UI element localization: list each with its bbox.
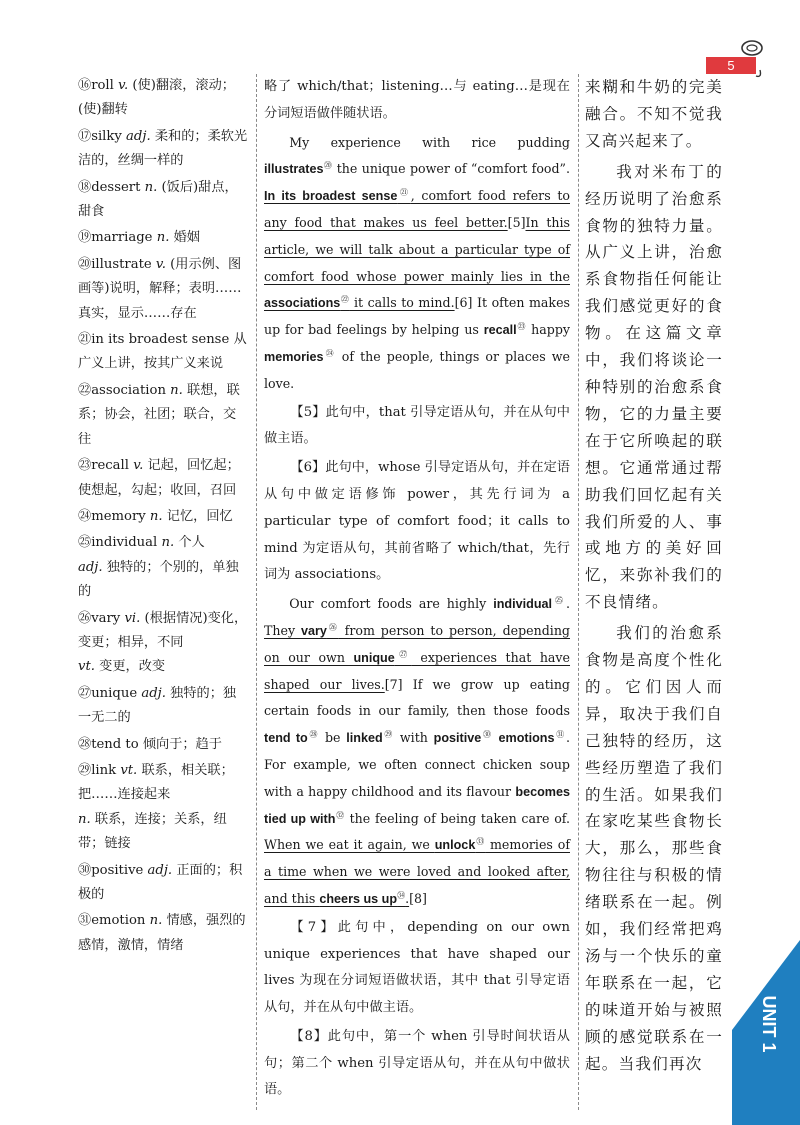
paragraph: My experience with rice pudding illustrates⑳ the unique power of “comfort food”. In its broadest sense$^㉑$, comfort food refers to any food that makes us feel better.[5]In this article, we will talk about a particular type of comfort food whose power mainly lies in the associations$^㉒$ it calls to mind.[6] It often makes up for bad feelings by helping us recall$^㉓$ happy memories$^㉔$ of the people, things or places we love. [264, 134, 571, 391]
vocab-word: recall [91, 458, 129, 474]
vocab-entry [78, 505, 248, 529]
part-of-speech: n. [149, 508, 163, 524]
definition-line [78, 655, 248, 679]
vocab-entry [78, 682, 248, 731]
part-of-speech: v. [155, 256, 166, 272]
definition: (根据情况)变化，变更；相异，不同 [78, 610, 248, 650]
keyword: linked [346, 731, 383, 746]
definition: 婚姻 [173, 230, 200, 246]
definition: 联系，相关联；把……连接起来 [78, 762, 234, 803]
entry-number: ⑱ [78, 179, 92, 195]
vocab-word: in its broadest sense [91, 332, 230, 348]
vocab-entry [78, 328, 248, 377]
definition: 记忆，回忆 [166, 508, 233, 524]
keyword: associations [264, 296, 341, 311]
definition: 记起，回忆起；使想起，勾起；收回，召回 [78, 458, 240, 498]
keyword: In its broadest sense [264, 189, 398, 204]
vocab-word: memory [91, 508, 146, 524]
grammar-note: 【5】此句中，that 引导定语从句，并在从句中做主语。 [264, 404, 570, 447]
translation-paragraph: 我对米布丁的经历说明了治愈系食物的独特力量。从广义上讲，治愈系食物指任何能让我们感觉更好的食物。在这篇文章中，我们将谈论一种特别的治愈系食物，它的力量主要在于它所唤起的联想。它通常通过帮助我们回忆起有关我们所爱的人、事或地方的美好回忆，来弥补我们的不良情绪。 [585, 162, 723, 612]
part-of-speech: v. [133, 458, 144, 474]
vocab-word: illustrate [91, 256, 152, 272]
vocab-entry [78, 909, 248, 958]
vocab-word: tend to [91, 736, 139, 752]
note-marker: [5] [507, 214, 526, 230]
vocab-word: link [91, 762, 117, 778]
vocab-entry [78, 226, 248, 250]
definition: 联系，连接；关系，纽带；链接 [78, 811, 227, 852]
translation-column [585, 74, 723, 1082]
entry-number: ⑯ [78, 78, 92, 93]
vocab-entry [78, 74, 248, 123]
keyword: positive [433, 731, 482, 746]
definition: 独特的；个别的，单独的 [78, 559, 239, 600]
definition: (使)翻滚，滚动；(使)翻转 [78, 78, 235, 118]
vocab-word: roll [91, 78, 114, 93]
entry-number: ⑳ [78, 256, 92, 272]
vocab-entry [78, 176, 248, 225]
grammar-note: 【8】此句中，第一个 when 引导时间状语从句；第二个 when 引导定语从句，并在从句中做状语。 [264, 1028, 570, 1098]
keyword: unique [353, 650, 395, 665]
definition: 从广义上讲，按其广义来说 [78, 332, 247, 372]
vocab-word: marriage [91, 230, 153, 246]
vocab-word: individual [91, 535, 158, 551]
column-divider [256, 74, 257, 1110]
entry-number: ㉙ [78, 762, 92, 778]
part-of-speech: n. [149, 913, 163, 929]
entry-number: ㉛ [78, 913, 92, 929]
grammar-note: 【6】此句中，whose 引导定语从句，并在定语从句中做定语修饰 power，其先行词为 a particular type of comfort food；it calls to mind 为定语从句，其前省略了 which/that，先行词为 associations。 [264, 460, 570, 583]
note-marker: [7] [384, 676, 403, 692]
ribbon-icon [738, 36, 768, 86]
vocab-word: association [91, 382, 166, 398]
part-of-speech: n. [144, 179, 158, 195]
part-of-speech: n. [161, 535, 175, 551]
vocab-entry [78, 454, 248, 503]
part-of-speech: adj. [78, 559, 103, 575]
entry-number: ⑲ [78, 230, 92, 246]
entry-number: ㉗ [78, 685, 92, 701]
vocab-entry [78, 253, 248, 326]
unit-label: UNIT 1 [759, 995, 779, 1053]
grammar-note: 略了 which/that；listening…与 eating…是现在分词短语做伴随状语。 [264, 79, 570, 121]
vocab-entry [78, 531, 248, 604]
vocab-entry [78, 379, 248, 452]
entry-number: ㉓ [78, 458, 92, 474]
paragraph: Our comfort foods are highly individual$^㉕$. They vary$^㉖$ from person to person, depending on our own unique$^㉗$ experiences that have shaped our lives.[7] If we grow up eating certain foods in our family, then those foods tend to$^㉘$ be linked$^㉙$ with positive$^㉚$ emotions$^㉛$. For example, we often connect chicken soup with a happy childhood and its flavour becomes tied up with$^㉜$ the feeling of being taken care of. When we eat it again, we unlock$^㉝$ memories of a time when we were loved and looked after, and this cheers us up$^㉞$.[8] [264, 595, 571, 906]
part-of-speech: vt. [120, 762, 138, 778]
vocab-word: positive [91, 862, 144, 878]
definition: 变更，改变 [99, 659, 166, 675]
vocabulary-list [78, 74, 248, 960]
part-of-speech: adj. [126, 128, 151, 144]
definition-line [78, 556, 248, 605]
definition: (用示例、图画等)说明，解释；表明……真实，显示……存在 [78, 256, 242, 321]
part-of-speech: n. [78, 811, 91, 827]
part-of-speech: adj. [141, 685, 166, 701]
keyword: individual [493, 597, 553, 612]
vocab-word: emotion [91, 913, 146, 929]
vocab-entry [78, 607, 248, 680]
keyword: tend to [264, 731, 308, 746]
part-of-speech: n. [170, 382, 183, 398]
part-of-speech: v. [118, 78, 129, 93]
column-divider [578, 74, 579, 1110]
entry-number: ⑰ [78, 128, 92, 144]
main-text-column [264, 74, 570, 1106]
part-of-speech: vt. [78, 659, 95, 675]
vocab-word: vary [91, 610, 121, 626]
definition: 联想，联系；协会，社团；联合，交往 [78, 382, 240, 447]
part-of-speech: n. [156, 230, 170, 246]
definition: 个人 [178, 535, 205, 551]
vocab-entry [78, 759, 248, 857]
part-of-speech: vi. [124, 610, 141, 626]
keyword: cheers us up [319, 891, 398, 906]
entry-number: ㉔ [78, 508, 92, 524]
note-marker: [8] [409, 890, 427, 906]
entry-number: ㉚ [78, 862, 92, 878]
definition: 正面的；积极的 [78, 862, 243, 902]
page-number: 5 [727, 58, 735, 73]
keyword: illustrates [264, 162, 324, 177]
entry-number: ㉖ [78, 610, 92, 626]
keyword: vary [301, 623, 327, 638]
definition: 情感，强烈的感情，激情，情绪 [78, 913, 246, 953]
vocab-entry [78, 125, 248, 174]
part-of-speech: adj. [147, 862, 173, 878]
definition: (饭后)甜点，甜食 [78, 179, 238, 220]
entry-number: ㉘ [78, 736, 92, 752]
vocab-entry [78, 733, 248, 757]
definition-line [78, 808, 248, 857]
keyword: unlock [434, 838, 476, 853]
keyword: becomes tied up with [264, 784, 570, 826]
vocab-entry [78, 859, 248, 908]
vocab-word: dessert [91, 179, 141, 195]
keyword: recall [483, 323, 517, 338]
definition: 柔和的；柔软光洁的，丝绸一样的 [78, 128, 248, 169]
keyword: memories [264, 349, 324, 364]
entry-number: ㉑ [78, 332, 92, 348]
translation-paragraph: 我们的治愈系食物是高度个性化的。它们因人而异，取决于我们自己独特的经历，这些经历塑造了我们的生活。如果我们在家吃某些食物长大，那么，那些食物往往与积极的情绪联系在一起。例如，我们经常把鸡汤与一个快乐的童年联系在一起，它的味道开始与被照顾的感觉联系在一起。当我们再次 [585, 624, 723, 1073]
vocab-word: unique [91, 685, 138, 701]
entry-number: ㉒ [78, 382, 92, 398]
note-marker: [6] [454, 295, 473, 311]
grammar-note: 【7】此句中，depending on our own unique experiences that have shaped our lives 为现在分词短语做状语，其中 that 引导定语从句，并在从句中做主语。 [264, 919, 570, 1016]
entry-number: ㉕ [78, 535, 92, 551]
translation-paragraph: 来糊和牛奶的完美融合。不知不觉我又高兴起来了。 [585, 78, 723, 150]
vocab-word: silky [91, 128, 122, 144]
keyword: emotions [498, 731, 555, 746]
definition: 独特的；独一无二的 [78, 685, 237, 726]
definition: 倾向于；趋于 [142, 736, 222, 752]
